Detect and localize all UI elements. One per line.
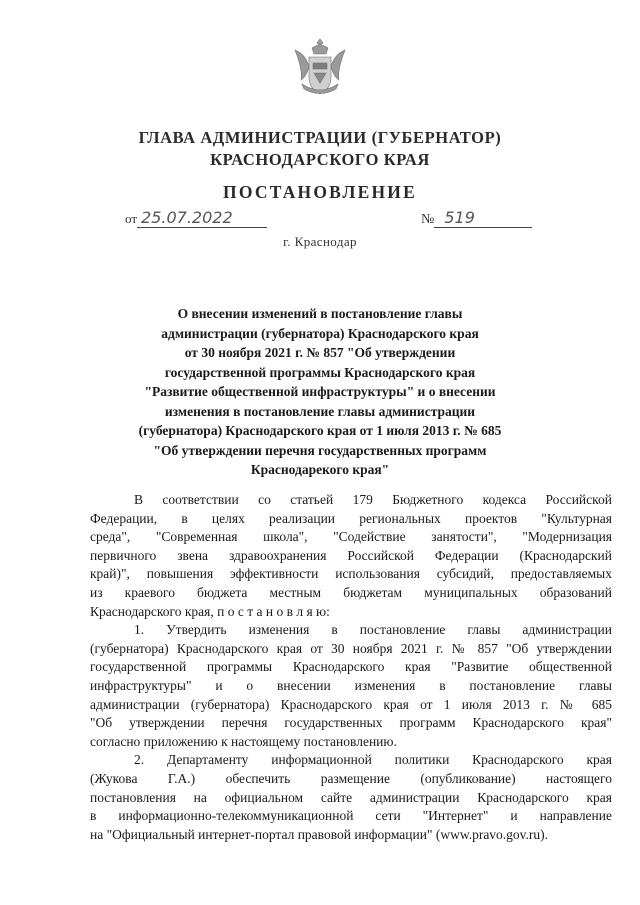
body-line: из краевого бюджета местным бюджетам муниципальных образований	[90, 584, 612, 600]
body-line: в информационно-телекоммуникационной сети "Интернет" и направление	[90, 808, 612, 824]
document-type-heading: ПОСТАНОВЛЕНИЕ	[223, 182, 417, 202]
body-line: постановления на официальном сайте администрации Краснодарского края	[90, 789, 612, 805]
body-line: "Об утверждении перечня государственных программ Краснодарского края"	[90, 715, 612, 731]
title-line: от 30 ноября 2021 г. № 857 "Об утверждении	[184, 345, 456, 360]
body-line: (губернатора) Краснодарского края от 30 ноября 2021 г. № 857 "Об утверждении	[90, 640, 612, 656]
body-line: инфраструктуры" и о внесении изменения в постановление главы	[90, 677, 612, 693]
document-city: г. Краснодар	[283, 234, 357, 249]
body-line: среда", "Современная школа", "Содействие занятости", "Модернизация	[90, 529, 612, 545]
body-line: край)", повышения эффективности использования субсидий, предоставляемых	[90, 566, 612, 582]
body-line: государственной программы Краснодарского края "Развитие общественной	[90, 659, 612, 675]
body-line: на "Официальный интернет-портал правовой информации" (www.pravo.gov.ru).	[90, 826, 549, 842]
number-value: 519	[434, 209, 532, 228]
document-title	[130, 304, 510, 480]
document-number	[421, 209, 532, 228]
authority-title-line1: ГЛАВА АДМИНИСТРАЦИИ (ГУБЕРНАТОР)	[138, 128, 502, 147]
body-line: согласно приложению к настоящему постановлению.	[90, 733, 397, 749]
body-line: В соответствии со статьей 179 Бюджетного кодекса Российской	[134, 492, 612, 507]
document-date	[125, 209, 267, 228]
body-line: (Жукова Г.А.) обеспечить размещение (опубликование) настоящего	[90, 770, 612, 786]
number-prefix: №	[421, 212, 435, 227]
authority-title-line2: КРАСНОДАРСКОГО КРАЯ	[210, 150, 430, 169]
body-line: Краснодарского края, п о с т а н о в л я ю:	[90, 603, 330, 619]
title-line: изменения в постановление главы администрации	[164, 403, 476, 419]
coat-of-arms-emblem	[292, 38, 348, 100]
title-line: государственной программы Краснодарского края	[164, 364, 476, 380]
body-line: 2. Департаменту информационной политики Краснодарского края	[134, 752, 612, 768]
body-line: первичного звена здравоохранения Российской Федерации (Краснодарский	[90, 547, 612, 563]
title-line: Краснодарекого края"	[250, 462, 390, 477]
date-prefix: от	[125, 211, 138, 226]
body-line: Федерации, в целях реализации региональных проектов "Культурная	[90, 510, 612, 526]
title-line: О внесении изменений в постановление главы	[177, 306, 463, 321]
body-line: 1. Утвердить изменения в постановление главы администрации	[134, 622, 612, 638]
body-line: администрации (губернатора) Краснодарского края от 1 июля 2013 г. № 685	[90, 696, 612, 712]
title-line: "Развитие общественной инфраструктуры" и о внесении	[144, 384, 496, 399]
document-body	[90, 491, 612, 844]
title-line: администрации (губернатора) Краснодарского края	[161, 325, 479, 341]
title-line: (губернатора) Краснодарского края от 1 июля 2013 г. № 685	[138, 423, 502, 438]
title-line: "Об утверждении перечня государственных программ	[153, 442, 487, 458]
date-value: 25.07.2022	[137, 209, 267, 228]
